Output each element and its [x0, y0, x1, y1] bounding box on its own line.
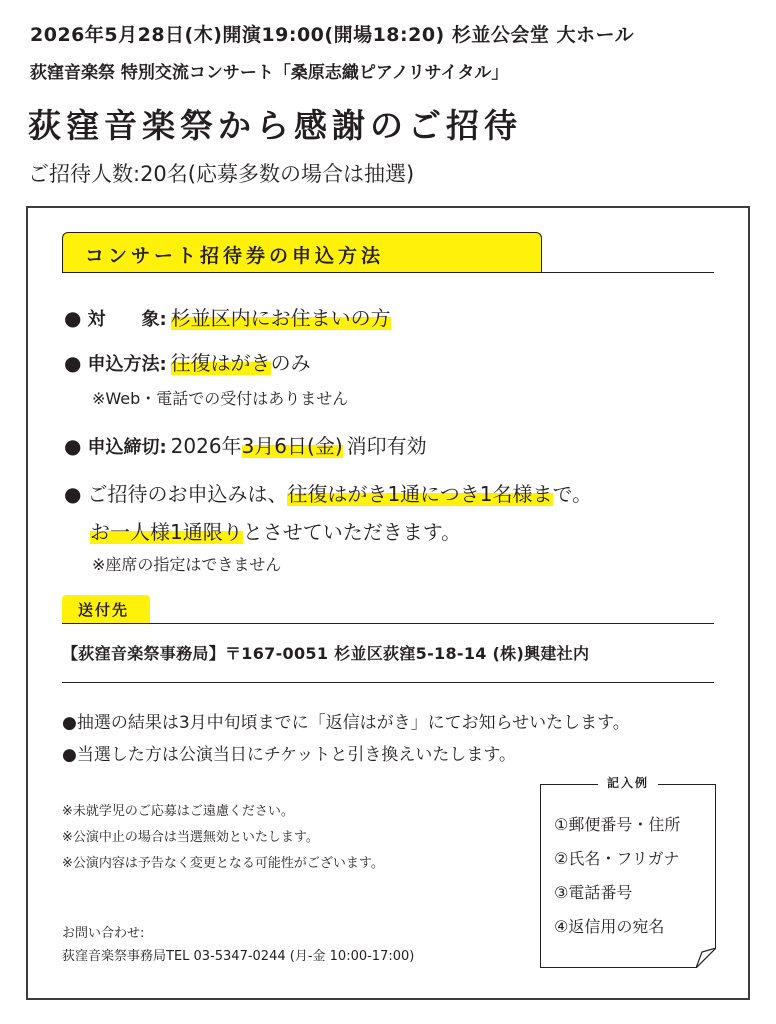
apply-note: ※Web・電話での受付はありません [92, 389, 349, 408]
bullet-icon: ● [64, 482, 82, 506]
destination-label: 送付先 [78, 601, 130, 619]
target-value: 杉並区内にお住まいの方 [170, 306, 391, 330]
method-heading: コンサート招待券の申込方法 [85, 245, 385, 267]
example-top-border [540, 784, 598, 785]
preschool-note: ※未就学児のご応募はご遠慮ください。 [62, 804, 294, 819]
apply-value-rest: のみ [270, 351, 311, 375]
example-item: ②氏名・フリガナ [554, 849, 680, 868]
bullet-icon: ● [62, 713, 77, 733]
change-note: ※公演内容は予告なく変更となる可能性がございます。 [62, 856, 384, 871]
deadline-row [64, 430, 427, 459]
method-divider [62, 272, 714, 273]
target-row [64, 302, 391, 331]
contact-label: お問い合わせ: [62, 926, 145, 941]
apply-label: 申込方法: [87, 354, 167, 375]
deadline-date: 3月6日(金) [241, 434, 343, 458]
rule-highlight-1: 往復はがき1通につき1名様ま [287, 482, 553, 506]
rule-text-2: で。 [552, 482, 593, 506]
deadline-label: 申込締切: [87, 437, 167, 458]
bullet-icon: ● [62, 745, 77, 765]
lottery-result-note [62, 708, 630, 733]
apply-method-row [64, 347, 311, 376]
method-heading-tab [62, 232, 542, 272]
event-datetime-venue: 2026年5月28日(木)開演19:00(開場18:20) 杉並公会堂 大ホール [30, 24, 635, 46]
destination-divider [62, 623, 714, 624]
destination-tab [62, 595, 150, 623]
apply-value-highlight: 往復はがき [170, 351, 271, 375]
ticket-exchange-note [62, 740, 516, 765]
cancellation-note: ※公演中止の場合は当選無効といたします。 [62, 830, 319, 845]
destination-address: 【荻窪音楽祭事務局】〒167-0051 杉並区荻窪5-18-14 (株)興建社内 [62, 644, 590, 663]
bullet-icon: ● [64, 351, 82, 375]
rule-row-2 [90, 516, 461, 545]
bullet-icon: ● [64, 306, 82, 330]
invitation-capacity: ご招待人数:20名(応募多数の場合は抽選) [28, 162, 415, 186]
deadline-year: 2026年 [170, 434, 242, 458]
deadline-postmark: 消印有効 [346, 434, 427, 458]
rule-text-1: ご招待のお申込みは、 [87, 482, 288, 506]
rule-highlight-2: お一人様1通限り [90, 520, 243, 544]
seat-note: ※座席の指定はできません [92, 555, 282, 574]
example-item: ③電話番号 [554, 883, 633, 902]
rule-row [64, 478, 592, 507]
rule-text-3: とさせていただきます。 [242, 520, 462, 544]
event-subtitle: 荻窪音楽祭 特別交流コンサート「桑原志織ピアノリサイタル」 [30, 63, 509, 83]
page-title: 荻窪音楽祭から感謝のご招待 [28, 106, 522, 145]
example-item: ④返信用の宛名 [554, 917, 665, 936]
example-top-border [658, 784, 716, 785]
address-divider [62, 682, 714, 683]
folded-corner-icon [696, 948, 716, 968]
lottery-result-text: 抽選の結果は3月中旬頃までに「返信はがき」にてお知らせいたします。 [76, 713, 630, 733]
example-item: ①郵便番号・住所 [554, 815, 681, 834]
ticket-exchange-text: 当選した方は公演当日にチケットと引き換えいたします。 [76, 745, 516, 765]
contact-value: 荻窪音楽祭事務局TEL 03-5347-0244 (月-金 10:00-17:00) [62, 949, 415, 964]
target-label: 対 象: [87, 309, 167, 330]
example-title: 記入例 [606, 776, 649, 790]
bullet-icon: ● [64, 434, 82, 458]
